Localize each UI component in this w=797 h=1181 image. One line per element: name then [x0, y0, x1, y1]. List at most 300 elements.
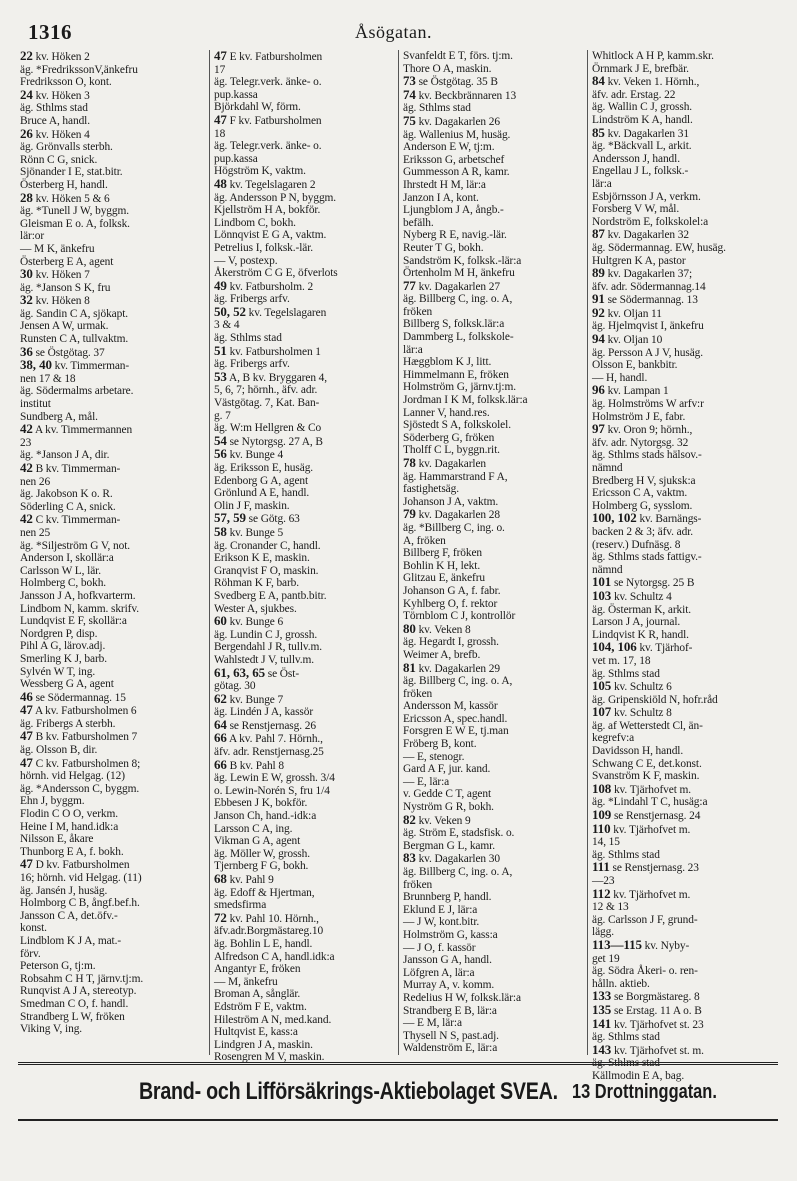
house-number: 47: [20, 856, 33, 872]
house-number: 54: [214, 432, 227, 448]
directory-entry: [20, 411, 206, 424]
house-number: 53: [214, 368, 227, 384]
entry-text: 5, 6, 7; hörnh., äfv. adr.: [214, 384, 318, 397]
entry-text: institut: [20, 398, 51, 411]
entry-text: Larson J A, journal.: [592, 616, 681, 629]
directory-entry: [403, 879, 584, 892]
directory-entry: [20, 501, 206, 514]
entry-text: äg. Bohlin L E, handl.: [214, 937, 313, 950]
directory-entry: [20, 359, 206, 373]
entry-text: kv. Schultz 8: [613, 707, 672, 720]
entry-text: — E M, lär:a: [403, 1017, 462, 1030]
directory-entry: [214, 860, 395, 873]
directory-entry: [403, 204, 584, 217]
directory-entry: [20, 948, 206, 961]
entry-text: — E, stenogr.: [403, 750, 465, 763]
entry-text: Runsten C A, tullvaktm.: [20, 333, 129, 346]
entry-text: Örtenholm M H, änkefru: [403, 267, 515, 280]
house-number: 66: [214, 730, 227, 746]
entry-text: hålln. aktieb.: [592, 977, 650, 990]
entry-text: Alfredson C A, handl.idk:a: [214, 950, 335, 963]
directory-entry: [214, 111, 395, 128]
directory-entry: [20, 846, 206, 859]
entry-text: Forsgren E W E, tj.man: [403, 725, 509, 738]
directory-entry: [592, 587, 773, 604]
house-number: 82: [403, 811, 416, 827]
entry-text: Flodin C O O, verkm.: [20, 808, 118, 821]
directory-entry: [592, 293, 773, 307]
entry-text: Svanfeldt E T, förs. tj:m.: [403, 50, 513, 62]
directory-entry: [20, 86, 206, 103]
directory-entry: [403, 229, 584, 242]
entry-text: fröken: [403, 878, 433, 891]
directory-entry: [20, 527, 206, 540]
directory-entry: [592, 487, 773, 500]
entry-text: äg. Telegr.verk. änke- o.: [214, 140, 322, 153]
directory-entry: [20, 628, 206, 641]
directory-entry: [20, 744, 206, 757]
directory-entry: [403, 471, 584, 484]
directory-entry: [20, 462, 206, 476]
directory-entry: [403, 713, 584, 726]
directory-entry: [592, 796, 773, 809]
directory-entry: [592, 178, 773, 191]
entry-text: kegrefv:a: [592, 732, 635, 745]
directory-entry: [592, 655, 773, 668]
entry-text: 17: [214, 63, 226, 76]
house-number: 32: [20, 292, 33, 308]
directory-entry: [592, 255, 773, 268]
entry-text: äg. Fribergs arfv.: [214, 293, 290, 306]
entry-text: kv. Oljan 11: [607, 307, 662, 320]
directory-entry: [20, 935, 206, 948]
entry-text: Wahlstedt J V, tullv.m.: [214, 653, 315, 666]
directory-entry: [592, 914, 773, 927]
entry-text: A kv. Timmermannen: [34, 424, 133, 437]
entry-text: äg. Sthlms stad: [592, 667, 660, 680]
entry-text: äg. Sthlms stads fattigv.-: [592, 551, 702, 564]
entry-text: Nilsson E, åkare: [20, 833, 94, 846]
directory-entry: [20, 603, 206, 616]
directory-entry: [403, 102, 584, 115]
house-number: 83: [403, 850, 416, 866]
entry-text: Lindblom K J A, mat.-: [20, 934, 122, 947]
directory-entry: [403, 141, 584, 154]
directory-entry: [214, 267, 395, 280]
entry-text: äg. Olsson B, dir.: [20, 744, 98, 757]
directory-entry: [403, 967, 584, 980]
directory-entry: [214, 242, 395, 255]
entry-text: Rönn C G, snick.: [20, 153, 98, 166]
directory-entry: [592, 526, 773, 539]
entry-text: kv. Oljan 10: [607, 334, 663, 347]
directory-entry: [214, 706, 395, 719]
directory-entry: [592, 216, 773, 229]
directory-entry: [403, 166, 584, 179]
entry-text: äg. Hammarstrand F A,: [403, 470, 508, 483]
directory-entry: [592, 732, 773, 745]
house-number: 100, 102: [592, 510, 637, 526]
entry-text: Jansson C A, det.öfv.-: [20, 909, 118, 922]
entry-text: kv. Nyby-: [644, 939, 690, 952]
directory-entry: [592, 372, 773, 385]
entry-text: Johanson G A, f. fabr.: [403, 584, 501, 597]
entry-text: Gummesson A R, kamr.: [403, 166, 510, 179]
directory-entry: [592, 449, 773, 462]
entry-text: fröken: [403, 687, 433, 700]
house-number: 47: [20, 728, 33, 744]
entry-text: äg. *Janson S K, fru: [20, 281, 111, 294]
entry-text: Ljungblom J A, ångb.-: [403, 204, 504, 217]
directory-entry: [592, 411, 773, 424]
directory-entry: [403, 407, 584, 420]
entry-text: Schwang C E, det.konst.: [592, 757, 702, 770]
entry-text: nen 25: [20, 526, 51, 539]
directory-entry: [214, 229, 395, 242]
directory-entry: [20, 189, 206, 206]
house-number: 50, 52: [214, 303, 246, 319]
directory-entry: [214, 716, 395, 733]
directory-entry: [403, 751, 584, 764]
entry-text: Brunnberg P, handl.: [403, 891, 492, 904]
entry-text: lär:a: [592, 177, 612, 190]
directory-entry: [403, 788, 584, 801]
directory-entry: [403, 1042, 584, 1055]
house-number: 22: [20, 48, 33, 63]
entry-text: kv. Pahl 10. Hörnh.,: [229, 912, 319, 925]
directory-entry: [214, 342, 395, 359]
entry-text: kv. Dagakarlen 31: [607, 127, 689, 140]
entry-text: äg. Södra Åkeri- o. ren-: [592, 965, 698, 978]
entry-text: kv. Lampan 1: [607, 385, 669, 398]
directory-entry: [214, 797, 395, 810]
entry-text: kv. Tjärhofvet m.: [613, 823, 691, 836]
entry-text: A, B kv. Bryggaren 4,: [228, 371, 328, 384]
entry-text: Hultqvist E, kass:a: [214, 1026, 298, 1039]
directory-entry: [403, 547, 584, 560]
directory-entry: [403, 535, 584, 548]
entry-text: Olsson E, bankbitr.: [592, 359, 678, 372]
house-number: 80: [403, 620, 416, 636]
entry-text: Lindbom N, kamm. skrifv.: [20, 602, 139, 615]
house-number: 133: [592, 988, 612, 1004]
house-number: 111: [592, 859, 610, 875]
directory-entry: [592, 114, 773, 127]
entry-text: Lindgren J A, maskin.: [214, 1038, 313, 1051]
entry-text: kv. Bunge 7: [229, 693, 284, 706]
directory-entry: [214, 565, 395, 578]
entry-text: äg. Billberg C, ing. o. A,: [403, 675, 513, 688]
entry-text: äg. Ström E, stadsfisk. o.: [403, 827, 515, 840]
entry-text: se Nytorgsg. 25 B: [613, 577, 695, 590]
directory-entry: [214, 101, 395, 114]
entry-text: äg. Carlsson J F, grund-: [592, 913, 698, 926]
entry-text: äg. *Billberg C, ing. o.: [403, 521, 505, 534]
entry-text: Holmberg G, sysslom.: [592, 499, 693, 512]
entry-text: Österberg H, handl.: [20, 178, 108, 191]
directory-entry: [592, 359, 773, 372]
directory-entry: [20, 552, 206, 565]
directory-entry: [592, 668, 773, 681]
house-number: 103: [592, 587, 612, 603]
directory-entry: [20, 540, 206, 553]
entry-text: Örnmark J E, brefbär.: [592, 62, 689, 75]
entry-text: kv. Beckbrännaren 13: [418, 89, 517, 102]
entry-text: Thysell N S, past.adj.: [403, 1029, 499, 1042]
directory-entry: [214, 938, 395, 951]
entry-text: C kv. Fatbursholmen 8;: [35, 757, 141, 770]
directory-entry: [592, 885, 773, 902]
directory-entry: [592, 228, 773, 242]
entry-text: Ehn J, byggm.: [20, 795, 85, 808]
directory-entry: [214, 976, 395, 989]
entry-text: förv.: [20, 947, 41, 960]
directory-entry: [214, 1039, 395, 1052]
entry-text: vet m. 17, 18: [592, 654, 651, 667]
directory-entry: [20, 64, 206, 77]
entry-text: pup.kassa: [214, 88, 258, 101]
house-number: 28: [20, 189, 33, 205]
directory-entry: [20, 858, 206, 872]
directory-entry: [20, 615, 206, 628]
entry-text: äg. Fribergs A sterbh.: [20, 717, 116, 730]
entry-text: äfv. adr. Södermannag.14: [592, 280, 706, 293]
directory-entry: [403, 954, 584, 967]
entry-text: äg. Wallenius M, husäg.: [403, 128, 511, 141]
directory-entry: [592, 347, 773, 360]
entry-text: äg. Lindén J A, kassör: [214, 706, 314, 719]
entry-text: se Södermannag. 15: [35, 691, 126, 704]
directory-entry: [592, 333, 773, 347]
entry-text: 16; hörnh. vid Helgag. (11): [20, 872, 142, 884]
house-number: 24: [20, 86, 33, 102]
house-number: 64: [214, 716, 227, 732]
entry-text: C kv. Timmerman-: [35, 514, 121, 527]
entry-text: se Borgmästareg. 8: [613, 991, 700, 1004]
entry-text: kv. Veken 9: [418, 814, 471, 827]
directory-entry: [403, 293, 584, 306]
directory-entry: [20, 577, 206, 590]
directory-entry: [592, 101, 773, 114]
entry-text: Kjellström H A, bokför.: [214, 204, 321, 217]
entry-text: Jensen A W, urmak.: [20, 320, 109, 333]
entry-text: Nordström E, folkskolel:a: [592, 215, 709, 228]
directory-entry: [592, 780, 773, 797]
entry-text: A kv. Pahl 7. Hörnh.,: [228, 733, 323, 746]
directory-entry: [403, 356, 584, 369]
directory-entry: [20, 513, 206, 527]
directory-entry: [214, 204, 395, 217]
entry-text: äg. *Andersson C, byggm.: [20, 782, 140, 795]
directory-entry: [592, 512, 773, 526]
entry-text: Sandström K, folksk.-lär:a: [403, 254, 522, 267]
house-number: 42: [20, 460, 33, 475]
entry-text: Eklund E J, lär:a: [403, 903, 478, 916]
directory-entry: [20, 385, 206, 398]
entry-text: Holmborg C B, ångf.bef.h.: [20, 897, 140, 910]
directory-entry: [214, 887, 395, 900]
directory-entry: [592, 153, 773, 166]
house-number: 135: [592, 1001, 612, 1017]
entry-text: Kyhlberg O, f. rektor: [403, 597, 498, 610]
house-number: 112: [592, 885, 611, 901]
entry-text: 14, 15: [592, 836, 620, 849]
directory-entry: [20, 449, 206, 462]
directory-entry: [403, 496, 584, 509]
entry-text: Thunborg E A, f. bokh.: [20, 845, 124, 858]
entry-text: Hultgren K A, pastor: [592, 254, 686, 267]
entry-text: Pihl A G, lärov.adj.: [20, 640, 106, 653]
directory-entry: [592, 758, 773, 771]
directory-entry: [214, 422, 395, 435]
entry-text: Ihrstedt H M, lär:a: [403, 178, 486, 191]
entry-text: fastighetsäg.: [403, 483, 459, 496]
entry-text: Weimer A, brefb.: [403, 648, 481, 661]
directory-entry: [214, 462, 395, 475]
directory-entry: [214, 577, 395, 590]
directory-entry: [214, 988, 395, 1001]
entry-text: fröken: [403, 305, 433, 318]
directory-entry: [214, 1014, 395, 1027]
directory-entry: [214, 175, 395, 192]
directory-entry: [403, 154, 584, 167]
directory-entry: [214, 680, 395, 693]
directory-entry: [20, 872, 206, 885]
entry-text: äg. Telegr.verk. änke- o.: [214, 76, 322, 89]
entry-text: B kv. Fatbursholmen 7: [35, 731, 138, 744]
entry-text: Dammberg L, folkskole-: [403, 331, 514, 344]
directory-entry: [403, 942, 584, 955]
house-number: 92: [592, 304, 605, 320]
entry-text: — H, handl.: [592, 371, 648, 384]
directory-entry: [403, 267, 584, 280]
directory-entry: [403, 738, 584, 751]
directory-entry: [403, 1017, 584, 1030]
directory-entry: [20, 488, 206, 501]
entry-text: kv. Dagakarlen 27: [418, 280, 500, 293]
entry-text: — M, änkefru: [214, 975, 278, 988]
entry-text: äg. Eriksson E, husäg.: [214, 462, 314, 474]
entry-text: lär:a: [403, 343, 423, 356]
directory-entry: [592, 564, 773, 577]
directory-entry: [403, 700, 584, 713]
entry-text: kv. Dagakarlen 32: [607, 229, 689, 242]
directory-entry: [20, 115, 206, 128]
entry-text: Esbjörnsson J A, verkm.: [592, 190, 701, 203]
entry-text: Åkerström C G E, öfverlots: [214, 267, 338, 280]
entry-text: Carlsson W L, lär.: [20, 564, 101, 577]
entry-text: A kv. Fatbursholmen 6: [34, 705, 137, 718]
directory-entry: [214, 756, 395, 773]
entry-text: kv. Höken 8: [35, 295, 90, 308]
entry-text: Holmström G, järnv.tj:m.: [403, 381, 516, 394]
entry-text: Holmström G, kass:a: [403, 928, 498, 941]
entry-text: se Renstjernasg. 26: [229, 719, 316, 732]
directory-entry: [214, 217, 395, 230]
entry-text: Nyberg R E, navig.-lär.: [403, 229, 507, 242]
entry-text: äfv. adr. Erstag. 22: [592, 88, 676, 101]
entry-text: Johanson J A, vaktm.: [403, 495, 499, 508]
entry-text: Löfgren A, lär:a: [403, 966, 475, 979]
entry-text: äg. *Lindahl T C, husäg:a: [592, 796, 708, 809]
directory-entry: [214, 140, 395, 153]
entry-text: Sundberg A, mål.: [20, 410, 98, 423]
entry-text: kv. Tjärhofvet st. 23: [613, 1018, 704, 1031]
entry-text: Larsson C A, ing.: [214, 822, 293, 835]
entry-text: kv. Dagakarlen 29: [418, 662, 500, 675]
directory-entry: [214, 487, 395, 500]
directory-entry: [20, 718, 206, 731]
directory-entry: [20, 998, 206, 1011]
directory-entry: [592, 281, 773, 294]
entry-text: Ericsson A, spec.handl.: [403, 712, 508, 725]
house-number: 97: [592, 421, 605, 437]
entry-text: Lindqvist K R, handl.: [592, 628, 689, 641]
entry-text: äfv.adr.Borgmästareg.10: [214, 925, 324, 938]
directory-entry: [592, 820, 773, 837]
entry-text: Engellau J L, folksk.-: [592, 165, 689, 178]
house-number: 73: [403, 73, 416, 89]
entry-text: Angantyr E, fröken: [214, 963, 301, 976]
directory-entry: [214, 64, 395, 77]
entry-text: — J O, f. kassör: [403, 941, 476, 954]
directory-entry: [20, 783, 206, 796]
entry-text: Bruce A, handl.: [20, 114, 90, 127]
entry-text: Holmström J E, fabr.: [592, 410, 686, 423]
directory-entry: [403, 318, 584, 331]
entry-text: v. Gedde C T, agent: [403, 788, 492, 801]
directory-entry: [214, 835, 395, 848]
entry-text: äg. Gripenskiöld N, hofr.råd: [592, 693, 718, 706]
directory-entry: [403, 63, 584, 76]
banner-address: 13 Drottninggatan.: [572, 1080, 717, 1103]
directory-entry: [403, 763, 584, 776]
entry-text: se Götg. 63: [248, 513, 300, 526]
entry-text: äg. Sthlms stad: [592, 848, 660, 861]
entry-text: — E, lär:a: [403, 775, 450, 788]
entry-text: kv. Schultz 6: [613, 681, 672, 694]
entry-text: Holmberg C, bokh.: [20, 577, 107, 590]
entry-text: kv. Tjärhofvet m.: [613, 888, 691, 901]
entry-text: Lönnqvist E G A, vaktm.: [214, 229, 327, 242]
directory-entry: [403, 394, 584, 407]
directory-entry: [20, 565, 206, 578]
directory-entry: [403, 811, 584, 828]
entry-text: Ericsson C A, vaktm.: [592, 487, 688, 500]
directory-entry: [214, 89, 395, 102]
entry-text: Rosengren M V, maskin.: [214, 1051, 325, 1064]
directory-entry: [403, 419, 584, 432]
entry-text: Strandberg E B, lär:a: [403, 1004, 497, 1017]
directory-entry: [20, 179, 206, 192]
directory-entry: [214, 963, 395, 976]
entry-text: Vikman G A, agent: [214, 835, 301, 848]
entry-text: — V, postexp.: [214, 254, 278, 267]
directory-entry: [403, 776, 584, 789]
entry-text: kv. Höken 7: [35, 269, 90, 282]
entry-text: —23: [592, 875, 615, 887]
entry-text: Ebbesen J K, bokför.: [214, 797, 308, 810]
directory-entry: [403, 277, 584, 294]
house-number: 30: [20, 266, 33, 282]
house-number: 58: [214, 523, 227, 539]
entry-text: Fröberg B, kont.: [403, 738, 477, 751]
directory-entry: [214, 925, 395, 938]
entry-text: o. Lewin-Norén S, fru 1/4: [214, 784, 330, 797]
directory-entry: [592, 706, 773, 720]
directory-entry: [214, 192, 395, 205]
entry-text: Jansson J A, hofkvarterm.: [20, 589, 136, 602]
